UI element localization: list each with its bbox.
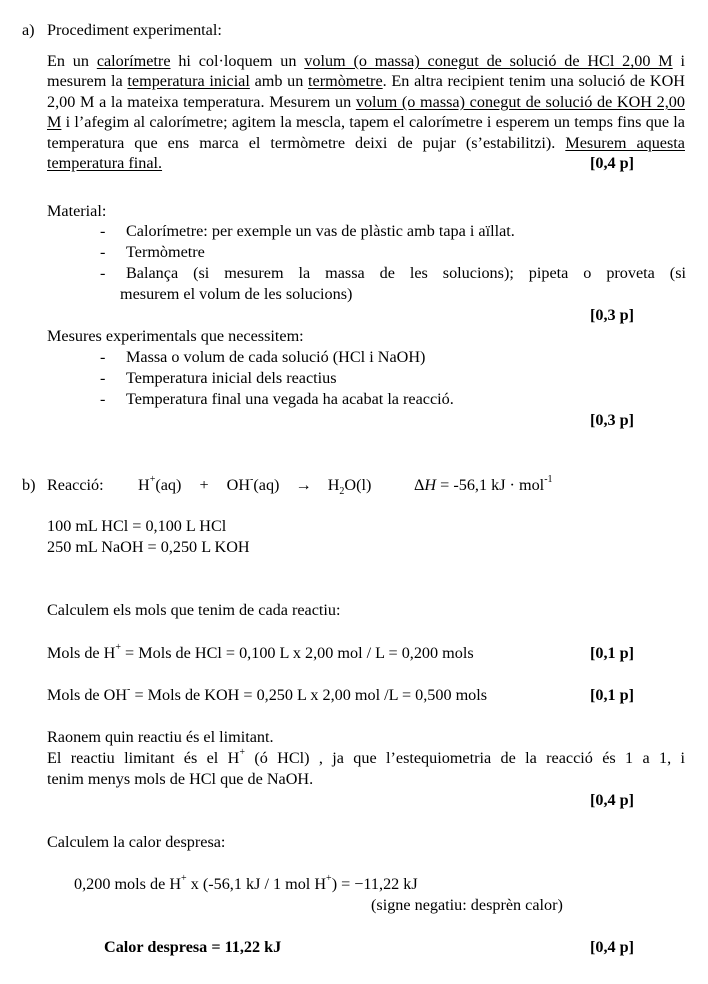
bullet-dash: - — [100, 222, 106, 240]
procedure-paragraph: En un calorímetre hi col·loquem un volum (o massa) conegut de solució de HCl 2,00 M i mesurem la temperatura inicial amb un termòmetre. En altra recipient tenim una solució de KOH 2,00 M a la mateixa temperatura. Mesurem un volum (o massa) conegut de solució de KOH 2,00 M i l’afegim al calorímetre; agitem la mescla, tapem el calorímetre i esperem un temps fins que la temperatura que ens marca el termòmetre deixi de pujar (s’estabilitzi). Mesurem aquesta temperatura final. — [47, 52, 686, 173]
mols-h-line: Mols de H+ = Mols de HCl = 0,100 L x 2,00 mol / L = 0,200 mols — [47, 641, 474, 662]
underlined-term: termòmetre — [308, 72, 383, 91]
limiting-question: Raonem quin reactiu és el limitant. — [47, 728, 274, 746]
limiting-reason-continuation: tenim menys mols de HCl que de NaOH. — [47, 770, 314, 788]
points-heat: [0,4 p] — [590, 938, 635, 956]
section-marker-b: b) — [22, 476, 36, 494]
heat-result: Calor despresa = 11,22 kJ — [104, 938, 282, 956]
reaction-arrow: → — [295, 476, 312, 494]
bullet-dash: - — [100, 243, 106, 261]
list-item: - Balança (si mesurem la massa de les solucions); pipeta o proveta (si — [100, 264, 686, 282]
volume-koh: 250 mL NaOH = 0,250 L KOH — [47, 538, 250, 556]
list-item-continuation: mesurem el volum de les solucions) — [120, 285, 353, 303]
bullet-dash: - — [100, 390, 106, 408]
heat-sign-note: (signe negatiu: desprèn calor) — [371, 896, 563, 914]
points-mols-oh: [0,1 p] — [590, 686, 635, 704]
section-marker-a: a) — [22, 21, 35, 39]
reaction-equation: $H^+(aq) + OH^-(aq) \to H_2O(l)$ — [138, 473, 372, 498]
heat-calculation: 0,200 mols de H+ x (-56,1 kJ / 1 mol H+) = −11,22 kJ — [74, 872, 418, 893]
underlined-term: calorímetre — [96, 52, 171, 70]
material-title: Material: — [47, 202, 107, 220]
measures-title: Mesures experimentals que necessitem: — [47, 327, 304, 345]
underlined-term: Mesurem aquesta temperatura final. — [47, 133, 685, 173]
points-limiting: [0,4 p] — [590, 791, 635, 809]
bullet-dash: - — [100, 264, 106, 282]
bullet-dash: - — [100, 369, 106, 387]
underlined-term: volum (o massa) conegut de solució de KOH 2,00 M — [47, 92, 685, 132]
calc-mols-title: Calculem els mols que tenim de cada reactiu: — [47, 601, 341, 619]
enthalpy-value: ΔH = -56,1 kJ · mol$^{-1}$ — [414, 473, 553, 494]
bullet-dash: - — [100, 348, 106, 366]
limiting-reason: El reactiu limitant és el H+ (ó HCl) , ja que l’estequiometria de la reacció és 1 a 1, i — [47, 746, 685, 767]
underlined-term: volum (o massa) conegut de solució de HCl 2,00 M — [304, 52, 673, 70]
heat-title: Calculem la calor despresa: — [47, 833, 226, 851]
section-heading-procediment: Procediment experimental: — [47, 21, 222, 39]
reaction-label: Reacció: — [47, 476, 104, 494]
volume-hcl: 100 mL HCl = 0,100 L HCl — [47, 517, 227, 535]
points-measures: [0,3 p] — [590, 411, 635, 429]
mols-oh-line: Mols de OH- = Mols de KOH = 0,250 L x 2,00 mol /L = 0,500 mols — [47, 683, 488, 704]
points-material: [0,3 p] — [590, 306, 635, 324]
points-mols-h: [0,1 p] — [590, 644, 635, 662]
points-procedure: [0,4 p] — [590, 154, 635, 172]
underlined-term: temperatura inicial — [127, 72, 250, 91]
